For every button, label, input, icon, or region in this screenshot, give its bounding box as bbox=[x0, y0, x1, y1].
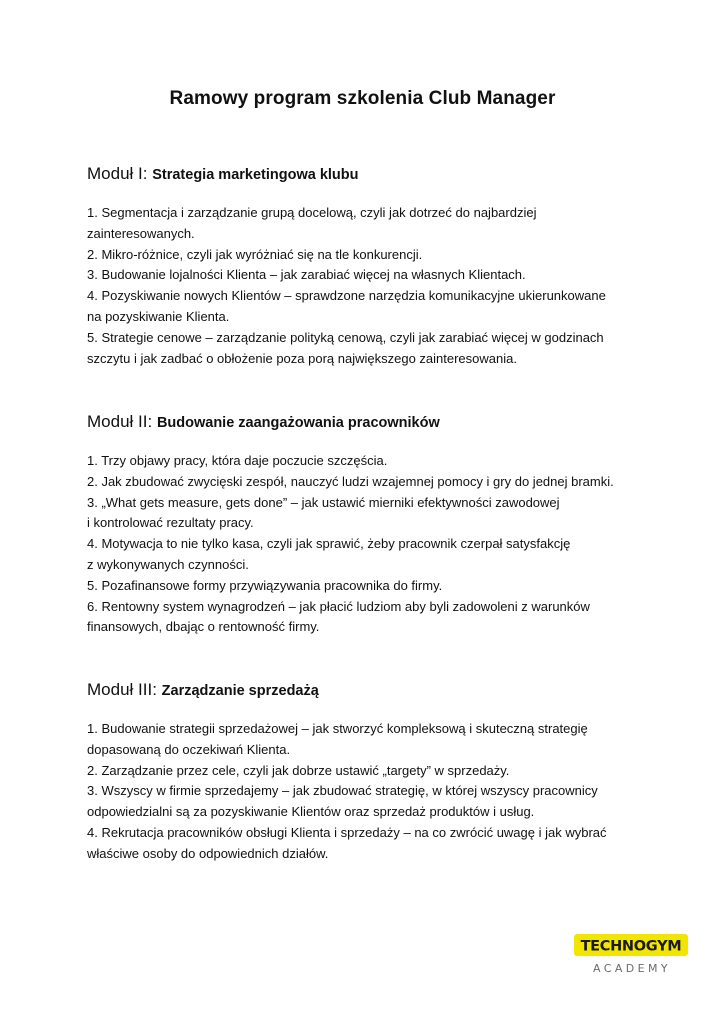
text-line: 1. Segmentacja i zarządzanie grupą docelową, czyli jak dotrzeć do najbardziej bbox=[87, 205, 537, 220]
technogym-logo-mark bbox=[574, 934, 688, 956]
module-body bbox=[87, 451, 647, 638]
module-heading bbox=[87, 162, 647, 187]
text-line: finansowych, dbając o rentowność firmy. bbox=[87, 619, 320, 635]
module-body bbox=[87, 203, 647, 369]
module-label: Moduł II: bbox=[87, 412, 153, 431]
module-body bbox=[87, 719, 647, 865]
text-line: 2. Mikro-różnice, czyli jak wyróżniać się na tle konkurencji. bbox=[87, 246, 423, 262]
module-name: Strategia marketingowa klubu bbox=[152, 167, 359, 183]
module-2 bbox=[87, 410, 647, 638]
text-line: 2. Jak zbudować zwycięski zespół, nauczyć ludzi wzajemnej pomocy i gry do jednej bramki. bbox=[87, 473, 614, 489]
technogym-academy-logo bbox=[572, 932, 692, 982]
text-line: zainteresowanych. bbox=[87, 225, 195, 241]
module-heading bbox=[87, 678, 647, 703]
text-line: na pozyskiwanie Klienta. bbox=[87, 308, 230, 324]
module-heading bbox=[87, 410, 647, 435]
text-line: 4. Pozyskiwanie nowych Klientów – sprawdzone narzędzia komunikacyjne ukierunkowane bbox=[87, 288, 606, 304]
text-line: dopasowaną do oczekiwań Klienta. bbox=[87, 741, 291, 757]
text-line: odpowiedzialni są za pozyskiwanie Klientów oraz sprzedaż produktów i usług. bbox=[87, 804, 535, 820]
text-line: 2. Zarządzanie przez cele, czyli jak dobrze ustawić „targety” w sprzedaży. bbox=[87, 762, 510, 778]
module-name: Budowanie zaangażowania pracowników bbox=[156, 415, 440, 431]
page-title: Ramowy program szkolenia Club Manager bbox=[169, 88, 556, 109]
text-line: z wykonywanych czynności. bbox=[87, 556, 249, 572]
text-line: 1. Budowanie strategii sprzedażowej – jak stworzyć kompleksową i skuteczną strategię bbox=[87, 721, 588, 736]
text-line: 6. Rentowny system wynagrodzeń – jak płacić ludziom aby byli zadowoleni z warunków bbox=[87, 598, 590, 614]
module-name: Zarządzanie sprzedażą bbox=[161, 683, 319, 699]
text-line: 5. Strategie cenowe – zarządzanie polityką cenową, czyli jak zarabiać więcej w godzinach bbox=[87, 329, 604, 345]
text-line: szczytu i jak zadbać o obłożenie poza porą największego zainteresowania. bbox=[87, 350, 517, 366]
text-line: 1. Trzy objawy pracy, która daje poczucie szczęścia. bbox=[87, 453, 388, 468]
text-line: 5. Pozafinansowe formy przywiązywania pracownika do firmy. bbox=[87, 577, 443, 593]
text-line: 3. Budowanie lojalności Klienta – jak zarabiać więcej na własnych Klientach. bbox=[87, 267, 526, 283]
module-label: Moduł III: bbox=[87, 680, 157, 699]
logo-academy-text: ACADEMY bbox=[593, 962, 671, 975]
logo-brand-text: TECHNOGYM bbox=[580, 938, 682, 955]
module-3 bbox=[87, 678, 647, 865]
text-line: 3. Wszyscy w firmie sprzedajemy – jak zbudować strategię, w której wszyscy pracownicy bbox=[87, 783, 598, 799]
module-label: Moduł I: bbox=[87, 164, 148, 183]
module-1 bbox=[87, 162, 647, 369]
text-line: właściwe osoby do odpowiednich działów. bbox=[87, 845, 329, 861]
text-line: i kontrolować rezultaty pracy. bbox=[87, 515, 254, 531]
text-line: 4. Motywacja to nie tylko kasa, czyli jak sprawić, żeby pracownik czerpał satysfakcję bbox=[87, 536, 571, 552]
text-line: 3. „What gets measure, gets done” – jak ustawić mierniki efektywności zawodowej bbox=[87, 494, 560, 510]
text-line: 4. Rekrutacja pracowników obsługi Klienta i sprzedaży – na co zwrócić uwagę i jak wybrać bbox=[87, 824, 607, 840]
